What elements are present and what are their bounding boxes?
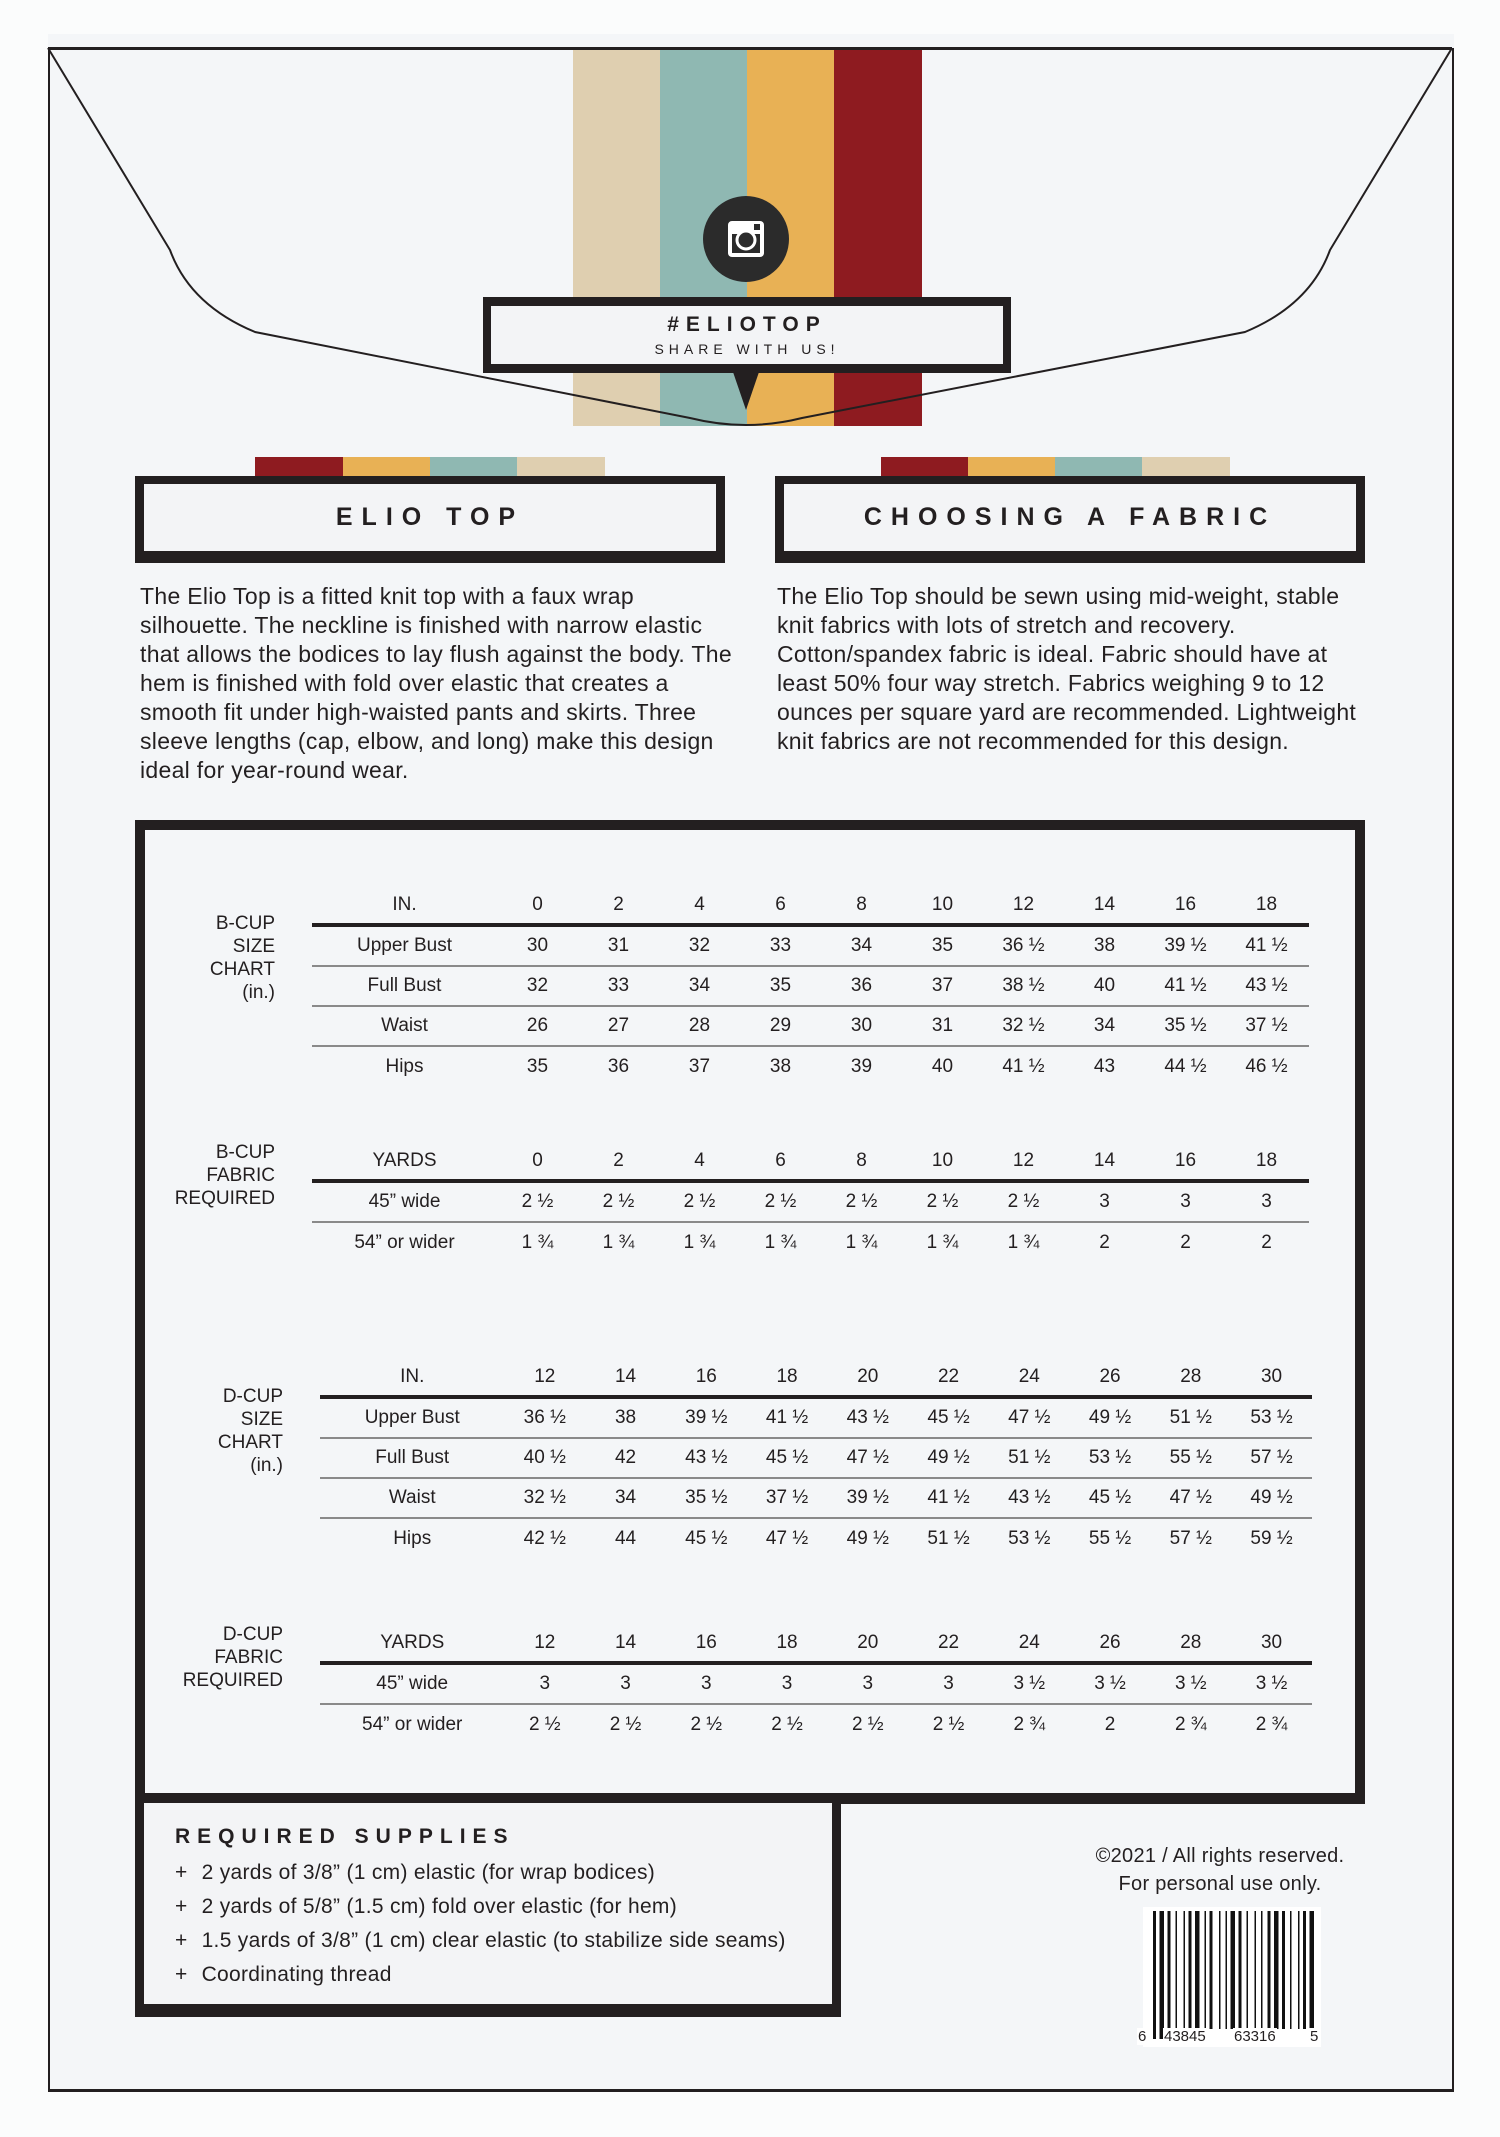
- table-row: [320, 1399, 1312, 1439]
- table-header-row: [320, 1359, 1312, 1399]
- table-cell: 20: [857, 1632, 879, 1653]
- table-cell: 22: [937, 1632, 960, 1653]
- table-row: [320, 1519, 1312, 1559]
- hashtag: #ELIOTOP: [667, 313, 827, 336]
- row-label: Hips: [385, 1056, 424, 1077]
- bullet-plus: +: [175, 1895, 188, 1918]
- table-cell: 2 ¾: [1174, 1714, 1207, 1735]
- table-cell: 34: [688, 975, 711, 996]
- table-cell: 30: [1260, 1366, 1283, 1387]
- table-cell: 16: [695, 1366, 717, 1387]
- table-cell: 55 ½: [1169, 1447, 1212, 1468]
- mini-stripe: [517, 457, 605, 477]
- table-cell: 3: [1099, 1191, 1110, 1212]
- table-cell: 49 ½: [846, 1528, 889, 1549]
- table-cell: 2 ½: [690, 1714, 723, 1735]
- table-cell: 37 ½: [765, 1487, 809, 1508]
- supply-item: [175, 1929, 786, 1953]
- table-cell: 14: [614, 1632, 637, 1653]
- table-cell: 49 ½: [1088, 1407, 1132, 1428]
- barcode-bar: [1310, 1911, 1315, 2029]
- table-cell: 0: [532, 1150, 543, 1171]
- table-cell: 3: [862, 1673, 874, 1694]
- row-label: 54” or wider: [362, 1714, 463, 1735]
- table-cell: 36 ½: [523, 1407, 566, 1428]
- barcode-bar: [1176, 1911, 1178, 2029]
- table-cell: 2 ½: [609, 1714, 642, 1735]
- table-cell: 41 ½: [765, 1407, 809, 1428]
- side-label-line: FABRIC: [206, 1164, 275, 1186]
- mini-stripe: [343, 457, 431, 477]
- table-row: [312, 1047, 1309, 1087]
- table-cell: 53 ½: [1088, 1447, 1132, 1468]
- row-label: 54” or wider: [354, 1232, 455, 1253]
- table-cell: 49 ½: [1250, 1487, 1293, 1508]
- table-row: [312, 967, 1309, 1007]
- table-cell: 8: [856, 894, 867, 915]
- mini-stripe: [968, 457, 1056, 477]
- callout-pointer: [733, 372, 759, 410]
- table-row: [320, 1439, 1312, 1479]
- barcode-bar: [1195, 1911, 1200, 2029]
- side-label-line: REQUIRED: [182, 1669, 283, 1691]
- row-label: YARDS: [372, 1150, 437, 1171]
- mini-stripe: [1055, 457, 1143, 477]
- supply-item: [175, 1861, 655, 1885]
- barcode-bar: [1160, 1911, 1165, 2039]
- table-cell: 28: [1180, 1366, 1202, 1387]
- table-cell: 2 ½: [1007, 1191, 1040, 1212]
- table-cell: 12: [534, 1366, 556, 1387]
- row-label: Upper Bust: [356, 935, 453, 956]
- table-cell: 8: [856, 1150, 867, 1171]
- table-cell: 39 ½: [1164, 935, 1207, 956]
- row-label: Full Bust: [375, 1447, 450, 1468]
- barcode: [1138, 1907, 1321, 2047]
- table-cell: 39 ½: [846, 1487, 889, 1508]
- table-cell: 1 ¾: [845, 1232, 878, 1253]
- table-cell: 3 ½: [1255, 1673, 1288, 1694]
- supply-item: [175, 1895, 677, 1919]
- barcode-bar: [1261, 1911, 1263, 2029]
- barcode-bar: [1247, 1911, 1249, 2029]
- table-cell: 43 ½: [1008, 1487, 1051, 1508]
- table-cell: 38 ½: [1002, 975, 1045, 996]
- table-header-row: [312, 1143, 1309, 1183]
- table-cell: 40 ½: [523, 1447, 566, 1468]
- table-cell: 43 ½: [685, 1447, 728, 1468]
- table-cell: 59 ½: [1250, 1528, 1293, 1549]
- row-label: Upper Bust: [364, 1407, 460, 1428]
- table-cell: 29: [769, 1015, 792, 1036]
- barcode-bar: [1153, 1911, 1156, 2039]
- table-row: [312, 1223, 1309, 1263]
- table-side-label: [218, 1385, 283, 1477]
- table-cell: 26: [526, 1015, 549, 1036]
- table-cell: 0: [532, 894, 543, 915]
- bullet-plus: +: [175, 1963, 188, 1986]
- barcode-bar: [1210, 1911, 1213, 2029]
- table-cell: 4: [694, 1150, 705, 1171]
- barcode-bar: [1274, 1911, 1279, 2029]
- side-label-line: (in.): [242, 982, 275, 1003]
- barcode-bar: [1226, 1911, 1228, 2029]
- side-label-line: SIZE: [232, 936, 275, 957]
- barcode-bar: [1184, 1911, 1186, 2029]
- table-cell: 34: [614, 1487, 637, 1508]
- table-cell: 12: [534, 1632, 556, 1653]
- bullet-plus: +: [175, 1929, 188, 1952]
- table-cell: 39: [850, 1056, 873, 1077]
- table-cell: 18: [776, 1632, 798, 1653]
- table-side-label: [175, 1141, 275, 1210]
- table-cell: 27: [607, 1015, 630, 1036]
- barcode-digit: 6: [1138, 2028, 1147, 2045]
- side-label-line: CHART: [217, 1432, 283, 1453]
- copyright: ©2021 / All rights reserved.: [1095, 1845, 1345, 1867]
- table-row: [320, 1479, 1312, 1519]
- table-cell: 2: [1261, 1232, 1272, 1253]
- row-label: YARDS: [380, 1632, 445, 1653]
- table-cell: 57 ½: [1169, 1528, 1212, 1549]
- table-cell: 33: [607, 975, 630, 996]
- table-cell: 45 ½: [765, 1447, 809, 1468]
- table-cell: 31: [607, 935, 630, 956]
- row-label: 45” wide: [376, 1673, 449, 1694]
- table-cell: 3: [1261, 1191, 1272, 1212]
- table-cell: 33: [769, 935, 792, 956]
- side-label-line: CHART: [209, 959, 275, 980]
- table-cell: 44: [614, 1528, 637, 1549]
- table-header-row: [320, 1625, 1312, 1665]
- table-cell: 55 ½: [1088, 1528, 1132, 1549]
- section-header-elio-top: [135, 476, 725, 563]
- mini-stripe: [881, 457, 969, 477]
- table-header-row: [312, 887, 1309, 927]
- barcode-digits: 63316: [1234, 2028, 1276, 2045]
- table-cell: 2: [1180, 1232, 1191, 1253]
- barcode-bar: [1290, 1911, 1292, 2029]
- table-cell: 16: [1174, 1150, 1197, 1171]
- table-row: [312, 1007, 1309, 1047]
- table-cell: 45 ½: [1088, 1487, 1132, 1508]
- table-cell: 3: [539, 1673, 551, 1694]
- table-cell: 3: [701, 1673, 712, 1694]
- table-cell: 38: [769, 1056, 792, 1077]
- table-cell: 42: [614, 1447, 637, 1468]
- table-cell: 44 ½: [1164, 1056, 1207, 1077]
- side-label-line: B-CUP: [215, 913, 275, 934]
- barcode-bar: [1239, 1911, 1242, 2029]
- table-cell: 26: [1099, 1632, 1121, 1653]
- barcode-bar: [1219, 1911, 1221, 2029]
- table-cell: 37 ½: [1245, 1015, 1288, 1036]
- side-label-line: FABRIC: [214, 1646, 283, 1668]
- mini-stripe: [1142, 457, 1230, 477]
- table-row: [312, 927, 1309, 967]
- table-cell: 36 ½: [1002, 935, 1045, 956]
- supply-item: [175, 1963, 392, 1987]
- supplies-title: REQUIRED SUPPLIES: [175, 1825, 515, 1848]
- table-cell: 28: [688, 1015, 711, 1036]
- section-title: ELIO TOP: [335, 503, 525, 531]
- supply-text: 1.5 yards of 3/8” (1 cm) clear elastic (to stabilize side seams): [201, 1929, 786, 1952]
- table-cell: 12: [1012, 894, 1035, 915]
- table-cell: 2 ¾: [1255, 1714, 1288, 1735]
- table-cell: 2 ½: [764, 1191, 797, 1212]
- table-cell: 35: [769, 975, 792, 996]
- side-label-line: (in.): [250, 1455, 283, 1476]
- required-supplies-box: [135, 1803, 841, 2017]
- table-cell: 3: [1180, 1191, 1191, 1212]
- table-cell: 47 ½: [1169, 1487, 1212, 1508]
- side-label-line: B-CUP: [215, 1141, 275, 1163]
- table-cell: 2 ½: [683, 1191, 716, 1212]
- table-cell: 41 ½: [927, 1487, 970, 1508]
- description-paragraph: The Elio Top is a fitted knit top with a faux wrap silhouette. The neckline is finished with narrow elastic that allows the bodices to lay flush against the body. The hem is finished with fold over elastic that creates a smooth fit under high-waisted pants and skirts. Three sleeve lengths (cap, elbow, and long) make this design ideal for year-round wear.: [140, 583, 732, 783]
- table-cell: 45 ½: [927, 1407, 970, 1428]
- table-cell: 18: [1255, 1150, 1278, 1171]
- table-cell: 51 ½: [1008, 1447, 1051, 1468]
- barcode-bar: [1298, 1911, 1300, 2029]
- table-cell: 51 ½: [927, 1528, 970, 1549]
- mini-stripe: [255, 457, 343, 477]
- table-cell: 46 ½: [1245, 1056, 1288, 1077]
- table-cell: 24: [1018, 1632, 1040, 1653]
- table-cell: 36: [850, 975, 873, 996]
- table-cell: 1 ¾: [602, 1232, 635, 1253]
- table-cell: 35: [526, 1056, 549, 1077]
- side-label-line: D-CUP: [222, 1623, 283, 1645]
- table-cell: 51 ½: [1169, 1407, 1212, 1428]
- table-cell: 3: [781, 1673, 793, 1694]
- table-cell: 14: [1093, 1150, 1116, 1171]
- table-cell: 43: [1093, 1056, 1116, 1077]
- table-cell: 39 ½: [685, 1407, 728, 1428]
- table-cell: 41 ½: [1002, 1056, 1045, 1077]
- table-cell: 53 ½: [1008, 1528, 1051, 1549]
- table-cell: 38: [614, 1407, 637, 1428]
- table-row: [312, 1183, 1309, 1223]
- table-cell: 2 ¾: [1013, 1714, 1046, 1735]
- table-cell: 42 ½: [523, 1528, 566, 1549]
- table-cell: 26: [1099, 1366, 1121, 1387]
- table-cell: 24: [1018, 1366, 1040, 1387]
- supply-text: 2 yards of 5/8” (1.5 cm) fold over elastic (for hem): [201, 1895, 678, 1918]
- table-cell: 3 ½: [1013, 1673, 1046, 1694]
- table-cell: 2: [1104, 1714, 1116, 1735]
- table-cell: 43 ½: [846, 1407, 889, 1428]
- side-label-line: SIZE: [240, 1409, 283, 1430]
- barcode-bar: [1205, 1911, 1207, 2029]
- hashtag-subtitle: SHARE WITH US!: [654, 341, 840, 357]
- table-cell: 28: [1180, 1632, 1202, 1653]
- table-side-label: [183, 1623, 283, 1692]
- table-cell: 2 ½: [851, 1714, 884, 1735]
- table-cell: 32 ½: [523, 1487, 566, 1508]
- side-label-line: D-CUP: [222, 1386, 283, 1407]
- row-label: IN.: [400, 1366, 425, 1387]
- table-cell: 34: [1093, 1015, 1116, 1036]
- table-cell: 2: [1099, 1232, 1110, 1253]
- hashtag-callout: [483, 297, 1011, 373]
- barcode-bar: [1231, 1911, 1236, 2029]
- section-title: CHOOSING A FABRIC: [863, 503, 1277, 531]
- table-cell: 2: [613, 1150, 624, 1171]
- table-cell: 35: [931, 935, 954, 956]
- barcode-bar: [1303, 1911, 1306, 2029]
- barcode-bar: [1255, 1911, 1257, 2029]
- table-cell: 3: [943, 1673, 954, 1694]
- personal-use-note: For personal use only.: [1118, 1873, 1322, 1895]
- table-cell: 2 ½: [521, 1191, 554, 1212]
- table-cell: 57 ½: [1250, 1447, 1293, 1468]
- table-cell: 41 ½: [1164, 975, 1207, 996]
- table-cell: 6: [775, 1150, 786, 1171]
- table-cell: 31: [931, 1015, 954, 1036]
- row-label: Waist: [388, 1487, 436, 1508]
- table-cell: 30: [850, 1015, 873, 1036]
- row-label: 45” wide: [368, 1191, 441, 1212]
- table-cell: 49 ½: [927, 1447, 970, 1468]
- table-cell: 47 ½: [1008, 1407, 1051, 1428]
- table-cell: 3 ½: [1094, 1673, 1126, 1694]
- barcode-digit: 5: [1310, 2028, 1319, 2045]
- table-cell: 45 ½: [685, 1528, 728, 1549]
- table-cell: 1 ¾: [926, 1232, 959, 1253]
- table-cell: 1 ¾: [683, 1232, 716, 1253]
- instagram-icon: [703, 196, 789, 282]
- barcode-bar: [1282, 1911, 1285, 2029]
- table-cell: 4: [694, 894, 705, 915]
- table-cell: 10: [931, 894, 954, 915]
- supply-text: 2 yards of 3/8” (1 cm) elastic (for wrap bodices): [201, 1861, 656, 1884]
- table-cell: 2 ½: [932, 1714, 965, 1735]
- barcode-bar: [1168, 1911, 1171, 2029]
- table-cell: 18: [776, 1366, 798, 1387]
- table-row: [320, 1665, 1312, 1705]
- barcode-bar: [1189, 1911, 1192, 2029]
- bullet-plus: +: [175, 1861, 188, 1884]
- table-cell: 53 ½: [1250, 1407, 1293, 1428]
- table-cell: 41 ½: [1245, 935, 1288, 956]
- table-cell: 32 ½: [1002, 1015, 1045, 1036]
- table-cell: 12: [1012, 1150, 1035, 1171]
- row-label: Full Bust: [367, 975, 442, 996]
- table-cell: 38: [1093, 935, 1116, 956]
- table-cell: 32: [526, 975, 549, 996]
- mini-stripe: [430, 457, 518, 477]
- table-cell: 47 ½: [846, 1447, 889, 1468]
- table-cell: 37: [688, 1056, 711, 1077]
- table-side-label: [210, 912, 275, 1004]
- table-cell: 2 ½: [845, 1191, 878, 1212]
- section-header-choosing-fabric: [775, 476, 1365, 563]
- supply-text: Coordinating thread: [201, 1963, 392, 1986]
- table-cell: 16: [695, 1632, 717, 1653]
- table-cell: 36: [607, 1056, 630, 1077]
- table-cell: 32: [688, 935, 711, 956]
- table-cell: 34: [850, 935, 873, 956]
- row-label: Hips: [393, 1528, 432, 1549]
- table-cell: 30: [1260, 1632, 1283, 1653]
- table-cell: 6: [775, 894, 786, 915]
- table-cell: 14: [614, 1366, 637, 1387]
- row-label: Waist: [381, 1015, 428, 1036]
- table-cell: 1 ¾: [1007, 1232, 1040, 1253]
- barcode-digits: 43845: [1164, 2028, 1206, 2045]
- table-cell: 18: [1255, 894, 1278, 915]
- table-cell: 2 ½: [771, 1714, 803, 1735]
- table-cell: 2: [613, 894, 624, 915]
- table-cell: 43 ½: [1245, 975, 1288, 996]
- table-cell: 10: [931, 1150, 954, 1171]
- table-cell: 2 ½: [926, 1191, 959, 1212]
- barcode-bar: [1268, 1911, 1271, 2029]
- table-cell: 30: [526, 935, 549, 956]
- table-cell: 40: [1093, 975, 1116, 996]
- table-cell: 35 ½: [1164, 1015, 1207, 1036]
- table-cell: 47 ½: [765, 1528, 809, 1549]
- table-cell: 22: [937, 1366, 960, 1387]
- table-cell: 2 ½: [528, 1714, 561, 1735]
- table-cell: 14: [1093, 894, 1116, 915]
- table-cell: 37: [931, 975, 954, 996]
- table-row: [320, 1705, 1312, 1745]
- table-cell: 3 ½: [1174, 1673, 1207, 1694]
- table-cell: 40: [931, 1056, 954, 1077]
- table-cell: 1 ¾: [521, 1232, 554, 1253]
- table-cell: 35 ½: [685, 1487, 728, 1508]
- side-label-line: REQUIRED: [174, 1187, 275, 1209]
- table-cell: 16: [1174, 894, 1197, 915]
- table-cell: 3: [620, 1673, 631, 1694]
- table-cell: 20: [857, 1366, 879, 1387]
- table-cell: 1 ¾: [764, 1232, 797, 1253]
- fabric-paragraph: The Elio Top should be sewn using mid-weight, stable knit fabrics with lots of stretch and recovery. Cotton/spandex fabric is ideal. Fabric should have at least 50% four way stretch. Fabrics weighing 9 to 12 ounces per square yard are recommended. Lightweight knit fabrics are not recommended for this design.: [777, 583, 1357, 754]
- table-cell: 2 ½: [602, 1191, 635, 1212]
- row-label: IN.: [392, 894, 417, 915]
